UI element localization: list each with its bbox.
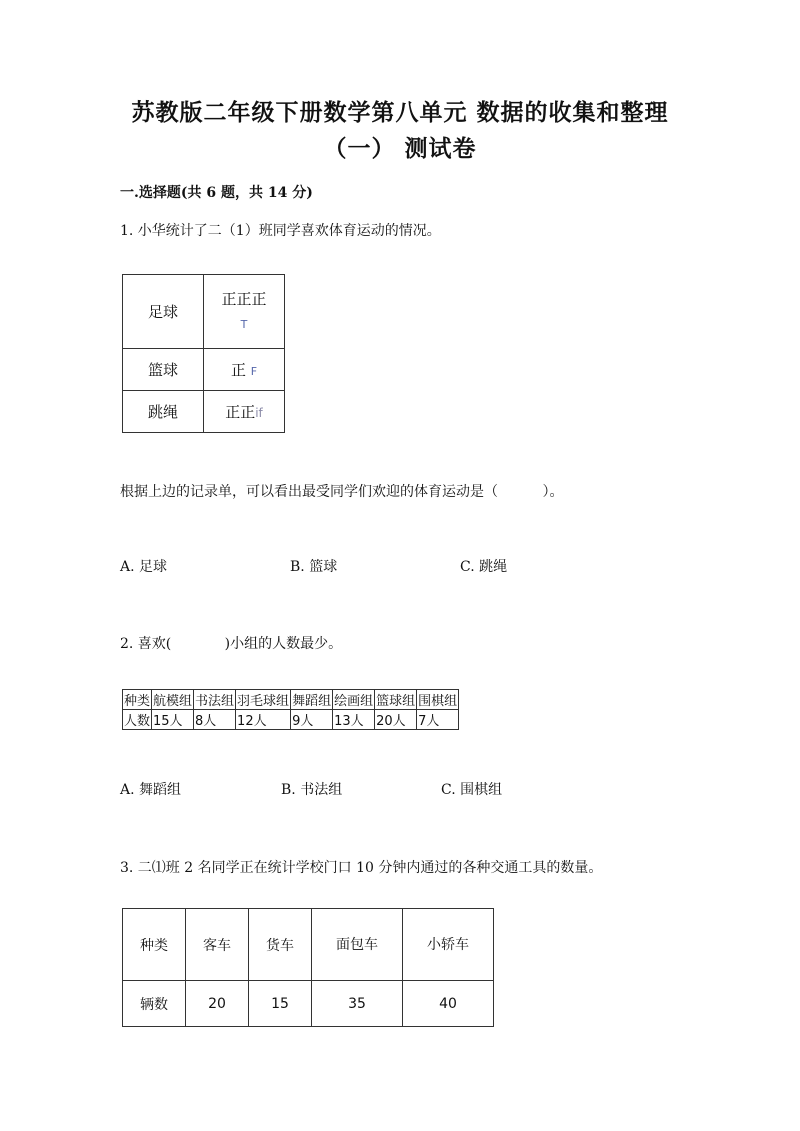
page-subtitle: （一） 测试卷: [323, 135, 477, 162]
table-cell: 35: [312, 981, 403, 1027]
partial-tally: T: [240, 317, 248, 331]
table-header-cell: 小轿车: [403, 909, 494, 981]
table-header-cell: 货车: [249, 909, 312, 981]
table-header-cell: 客车: [186, 909, 249, 981]
table-header-cell: 羽毛球组: [236, 690, 291, 710]
table-header-cell: 篮球组: [375, 690, 417, 710]
tally-cell: [204, 349, 285, 391]
group-count-table: [122, 689, 459, 730]
sport-cell: 跳绳: [123, 391, 204, 433]
question-3-text: 3. 二⑴班 2 名同学正在统计学校门口 10 分钟内通过的各种交通工具的数量。: [120, 860, 603, 876]
table-cell: 15人: [152, 710, 194, 730]
table-cell: 8人: [194, 710, 236, 730]
section-heading: 一.选择题(共 6 题，共 14 分): [120, 185, 313, 201]
table-header-cell: 绘画组: [333, 690, 375, 710]
tally-cell: [204, 275, 285, 349]
table-cell: 人数: [123, 710, 152, 730]
sport-cell: 足球: [123, 275, 204, 349]
table-header-cell: 种类: [123, 690, 152, 710]
table-header-cell: 面包车: [312, 909, 403, 981]
table-row: [123, 349, 285, 391]
table-cell: 12人: [236, 710, 291, 730]
partial-tally: if: [255, 406, 263, 420]
table-cell: 20: [186, 981, 249, 1027]
table-row: [123, 391, 285, 433]
question-1-text: 1. 小华统计了二（1）班同学喜欢体育运动的情况。: [120, 223, 441, 239]
table-row: [123, 909, 494, 981]
partial-tally: F: [250, 365, 258, 378]
table-row: [123, 981, 494, 1027]
table-header-cell: 种类: [123, 909, 186, 981]
tally-marks: 正: [230, 361, 246, 379]
table-header-cell: 围棋组: [417, 690, 459, 710]
vehicle-count-table: [122, 908, 494, 1027]
table-cell: 辆数: [123, 981, 186, 1027]
table-row: [123, 690, 459, 710]
q2-option-b[interactable]: B. 书法组: [281, 782, 343, 798]
tally-cell: [204, 391, 285, 433]
table-row: [123, 275, 285, 349]
sport-cell: 篮球: [123, 349, 204, 391]
table-header-cell: 舞蹈组: [291, 690, 333, 710]
table-row: [123, 710, 459, 730]
table-cell: 15: [249, 981, 312, 1027]
table-header-cell: 书法组: [194, 690, 236, 710]
question-1-prompt: 根据上边的记录单，可以看出最受同学们欢迎的体育运动是（ ）。: [120, 484, 564, 500]
table-header-cell: 航模组: [152, 690, 194, 710]
table-cell: 40: [403, 981, 494, 1027]
q1-option-c[interactable]: C. 跳绳: [460, 559, 508, 575]
tally-marks: 正正正: [221, 289, 267, 308]
q1-option-a[interactable]: A. 足球: [120, 559, 168, 575]
q2-option-a[interactable]: A. 舞蹈组: [120, 782, 182, 798]
q2-option-c[interactable]: C. 围棋组: [441, 782, 503, 798]
table-cell: 20人: [375, 710, 417, 730]
table-cell: 9人: [291, 710, 333, 730]
tally-marks: 正正: [225, 403, 256, 421]
sport-tally-table: [122, 274, 285, 433]
table-cell: 7人: [417, 710, 459, 730]
q1-option-b[interactable]: B. 篮球: [290, 559, 338, 575]
question-2-text: 2. 喜欢( )小组的人数最少。: [120, 636, 343, 652]
table-cell: 13人: [333, 710, 375, 730]
page-title: 苏教版二年级下册数学第八单元 数据的收集和整理: [131, 99, 669, 126]
